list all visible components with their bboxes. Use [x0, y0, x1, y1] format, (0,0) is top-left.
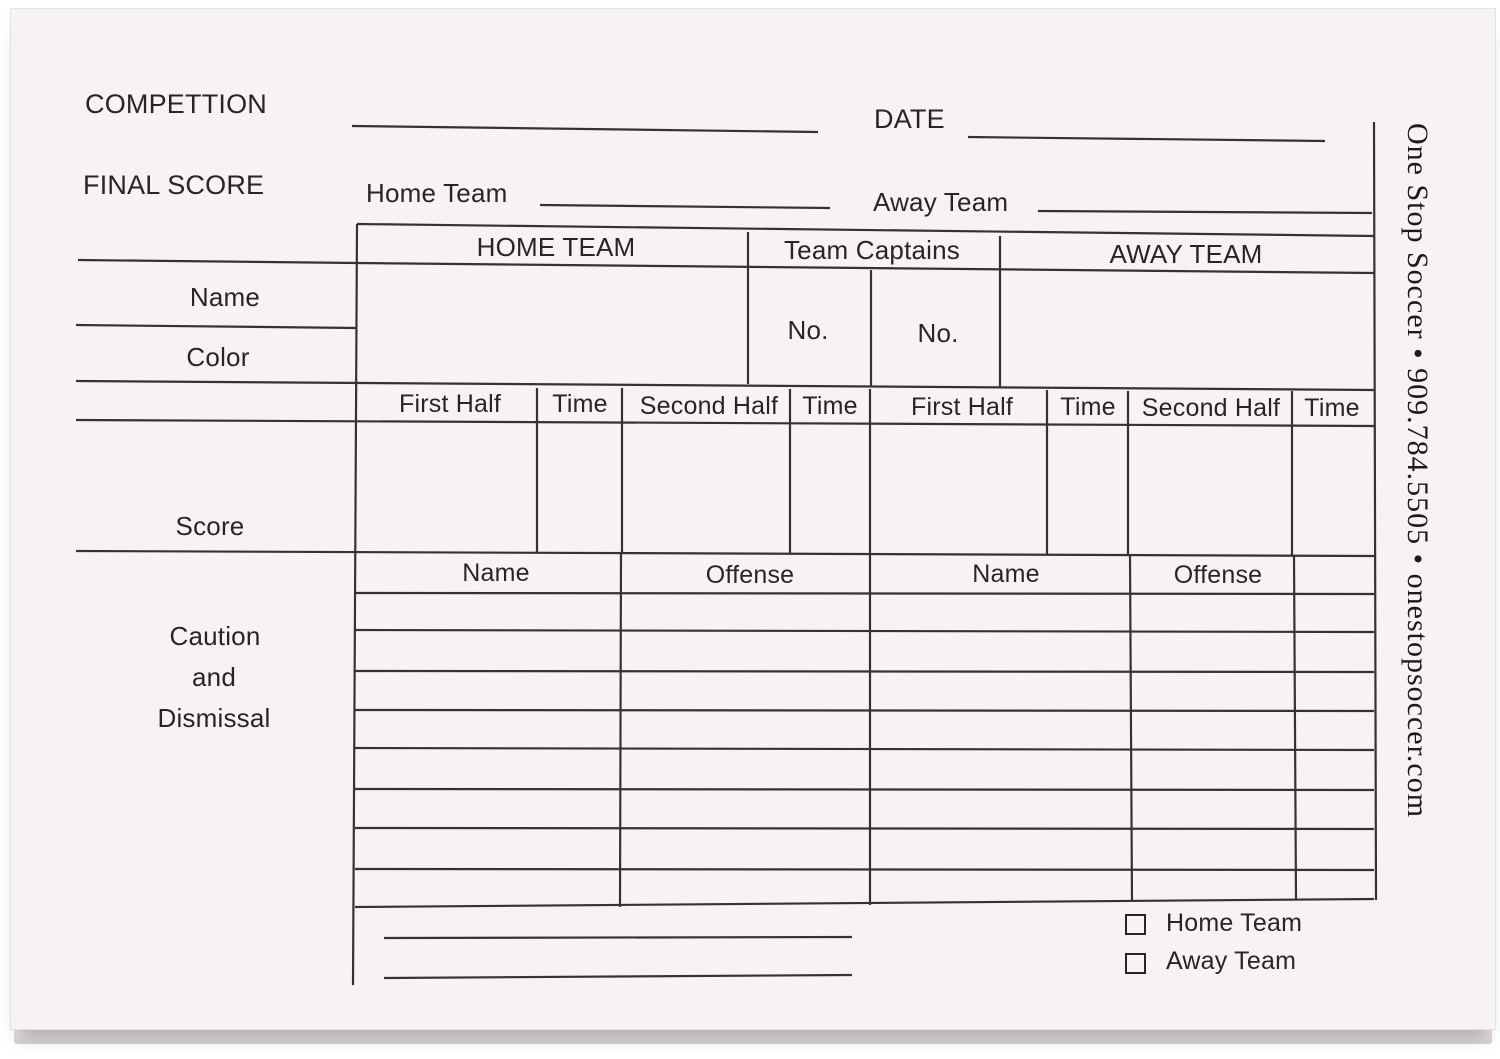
- score-cell-second-half-home[interactable]: [624, 427, 788, 551]
- home-captain-number-cell[interactable]: [750, 272, 869, 384]
- score-header-time-3: Time: [1060, 393, 1116, 421]
- score-header-first-half-home: First Half: [399, 390, 501, 418]
- home-team-score-label: Home Team: [366, 178, 508, 208]
- caution-label-line-1: Caution: [169, 621, 261, 651]
- away-team-checkbox-label: Away Team: [1166, 947, 1297, 975]
- score-header-time-2: Time: [802, 392, 858, 420]
- away-captain-number-label: No.: [917, 318, 959, 348]
- away-team-score-field[interactable]: [1038, 184, 1372, 214]
- score-row-label: Score: [175, 511, 245, 541]
- name-row-label: Name: [189, 282, 261, 312]
- score-header-second-half-home: Second Half: [639, 392, 779, 420]
- caution-label-line-3: Dismissal: [157, 703, 271, 733]
- caution-header-home-name: Name: [462, 559, 530, 587]
- away-team-name-color-cell[interactable]: [1002, 275, 1372, 386]
- final-score-label: FINAL SCORE: [83, 170, 265, 200]
- score-header-first-half-away: First Half: [911, 393, 1013, 421]
- competition-label: COMPETTION: [85, 89, 267, 119]
- score-cell-time-2[interactable]: [792, 427, 868, 551]
- score-cell-first-half-away[interactable]: [872, 427, 1045, 551]
- away-captain-number-cell[interactable]: [873, 273, 998, 385]
- score-cell-time-4[interactable]: [1294, 428, 1372, 552]
- home-team-name-color-cell[interactable]: [359, 266, 746, 382]
- score-header-time-1: Time: [552, 390, 608, 418]
- home-team-checkbox[interactable]: [1125, 914, 1146, 935]
- team-captains-header: Team Captains: [783, 235, 961, 265]
- home-team-header: HOME TEAM: [476, 232, 636, 262]
- signature-line-2[interactable]: [384, 950, 852, 976]
- caution-header-away-offense: Offense: [1173, 561, 1263, 589]
- home-team-checkbox-label: Home Team: [1166, 909, 1303, 937]
- home-captain-number-label: No.: [787, 315, 829, 345]
- signature-line-1[interactable]: [384, 912, 852, 938]
- score-cell-first-half-home[interactable]: [359, 426, 535, 550]
- color-row-label: Color: [186, 342, 250, 372]
- away-team-header: AWAY TEAM: [1109, 239, 1263, 269]
- caution-label-line-2: and: [192, 662, 236, 692]
- caution-header-home-offense: Offense: [705, 561, 795, 589]
- date-label: DATE: [874, 104, 945, 134]
- competition-field[interactable]: [352, 100, 818, 130]
- away-team-score-label: Away Team: [873, 187, 1009, 217]
- away-team-checkbox[interactable]: [1125, 953, 1146, 974]
- score-header-time-4: Time: [1304, 394, 1360, 422]
- side-contact-text: One Stop Soccer • 909.784.5505 • onestopsoccer.com: [1401, 123, 1434, 819]
- home-team-score-field[interactable]: [540, 178, 830, 208]
- score-cell-time-1[interactable]: [539, 426, 620, 550]
- score-cell-time-3[interactable]: [1049, 428, 1126, 552]
- date-field[interactable]: [968, 110, 1325, 140]
- score-header-second-half-away: Second Half: [1141, 394, 1281, 422]
- caution-header-away-name: Name: [972, 560, 1040, 588]
- caution-entry-grid[interactable]: [357, 595, 1372, 901]
- score-cell-second-half-away[interactable]: [1130, 428, 1290, 552]
